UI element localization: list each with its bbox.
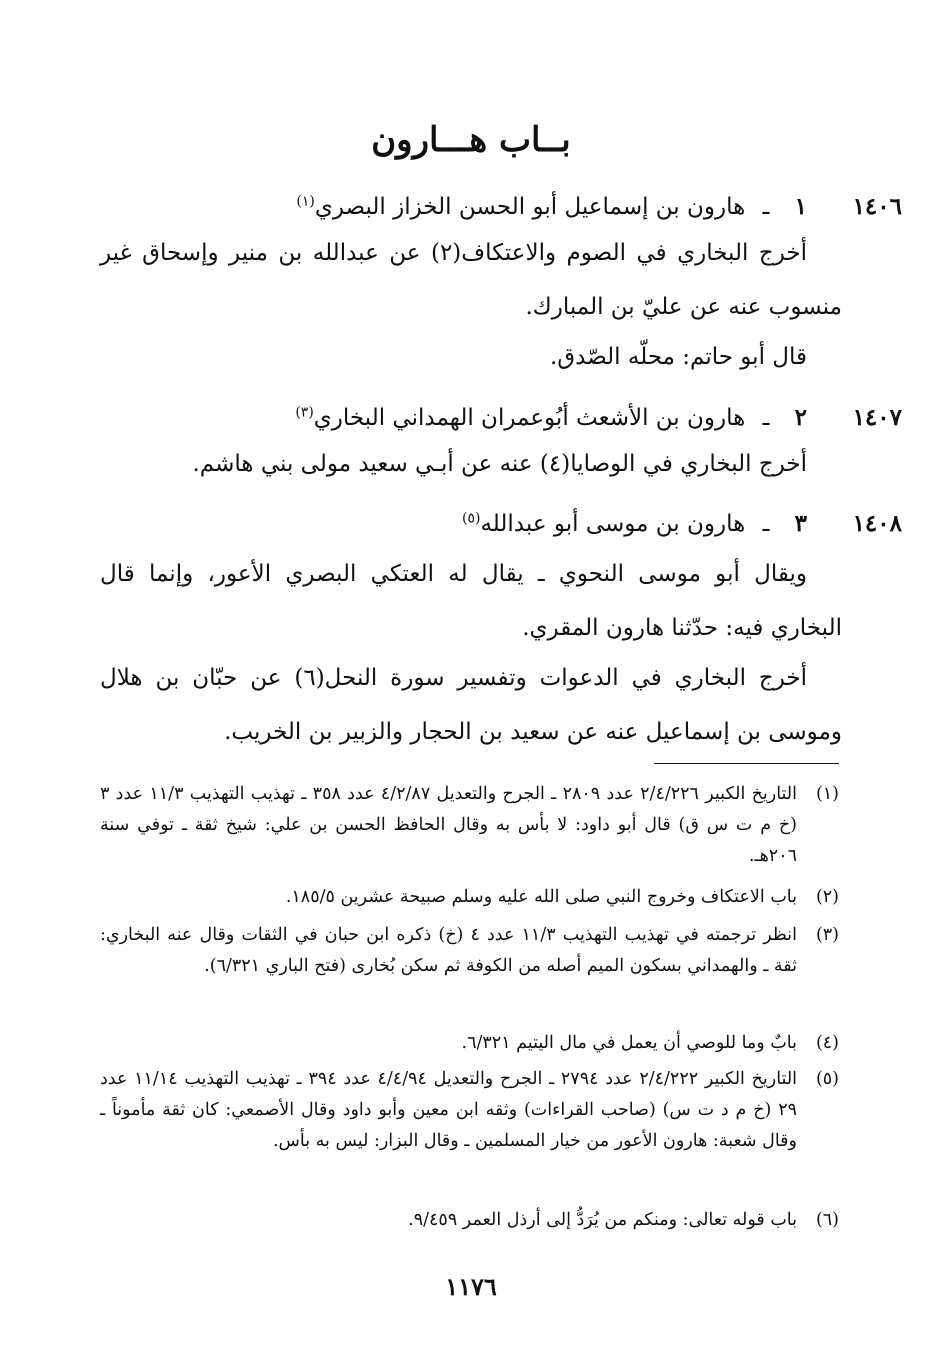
entry-paragraph	[100, 330, 842, 384]
entry-paragraph	[100, 437, 842, 491]
footnote	[100, 1205, 839, 1236]
paragraph-text: ويقال أبو موسى النحوي ـ يقال له العتكي البصري الأعور، وإنما قال البخاري فيه: حدّثنا هارون المقري.	[100, 561, 842, 641]
footnote-text: التاريخ الكبير ٢/٤/٢٢٦ عدد ٢٨٠٩ ـ الجرح والتعديل ٤/٢/٨٧ عدد ٣٥٨ ـ تهذيب التهذيب ١١/٣ عدد ٣ (خ م ت س ق) قال أبو داود: لا بأس به وقال الحافظ الحسن بن علي: شيخ ثقة ـ توفي سنة ٢٠٦هـ.	[100, 784, 797, 866]
footnote-separator	[654, 763, 839, 764]
footnote-number: (٣)	[815, 925, 839, 945]
footnote-number: (٤)	[815, 1033, 839, 1053]
entry-name: هارون بن الأشعث أبُوعمران الهمداني البخاري	[313, 405, 746, 431]
entry-paragraph	[100, 226, 842, 334]
footnote	[100, 920, 839, 982]
footnote-text: باب قوله تعالى: ومنكم من يُرَدُّ إلى أرذل العمر ٩/٤٥٩.	[408, 1210, 797, 1230]
footnote-number: (٢)	[815, 887, 839, 907]
entry-number: ١٤٠٦	[852, 193, 902, 220]
footnote-ref: (٣)	[295, 404, 314, 421]
entry-heading	[100, 404, 902, 431]
entry-index: ٢	[794, 404, 807, 431]
footnote-text: باب الاعتكاف وخروج النبي صلى الله عليه وسلم صبيحة عشرين ١٨٥/٥.	[285, 887, 797, 907]
footnote	[100, 1028, 839, 1059]
entry-heading	[100, 193, 902, 220]
entry-number: ١٤٠٧	[852, 404, 902, 431]
paragraph-text: أخرج البخاري في الصوم والاعتكاف(٢) عن عبدالله بن منير وإسحاق غير منسوب عنه عن عليّ بن المبارك.	[100, 240, 842, 320]
entry-dash: ـ	[762, 194, 770, 220]
footnote-text: بابٌ وما للوصي أن يعمل في مال اليتيم ٦/٣٢١.	[461, 1033, 797, 1053]
paragraph-text: أخرج البخاري في الوصايا(٤) عنه عن أبـي سعيد مولى بني هاشم.	[192, 451, 807, 477]
paragraph-text: أخرج البخاري في الدعوات وتفسير سورة النحل(٦) عن حبّان بن هلال وموسى بن إسماعيل عنه عن سعيد بن الحجار والزبير بن الخريب.	[100, 665, 842, 745]
entry-paragraph	[100, 651, 842, 759]
footnote	[100, 1064, 839, 1157]
entry-index: ١	[794, 193, 807, 220]
footnote-number: (٥)	[815, 1069, 839, 1089]
footnote	[100, 779, 839, 872]
footnote	[100, 882, 839, 913]
footnote-number: (٦)	[815, 1210, 839, 1230]
footnote-ref: (١)	[296, 193, 315, 210]
entry-name: هارون بن إسماعيل أبو الحسن الخزاز البصري	[314, 194, 746, 220]
entry-index: ٣	[794, 510, 807, 537]
entry-heading	[100, 510, 902, 537]
page-number: ١١٧٦	[445, 1272, 497, 1301]
entry-paragraph	[100, 547, 842, 655]
footnote-number: (١)	[815, 784, 839, 804]
paragraph-text: قال أبو حاتم: محلّه الصّدق.	[550, 344, 807, 370]
chapter-title: بــاب هـــارون	[371, 120, 571, 160]
footnote-text: انظر ترجمته في تهذيب التهذيب ١١/٣ عدد ٤ (خ) ذكره ابن حبان في الثقات وقال عنه البخاري: ثقة ـ والهمداني بسكون الميم أصله من الكوفة ثم سكن بُخارى (فتح الباري ٦/٣٢١).	[100, 925, 797, 976]
footnote-text: التاريخ الكبير ٢/٤/٢٢٢ عدد ٢٧٩٤ ـ الجرح والتعديل ٤/٤/٩٤ عدد ٣٩٤ ـ تهذيب التهذيب ١١/١٤ عدد ٢٩ (خ م د ت س) (صاحب القراءات) وثقه ابن معين وأبو داود وقال الأصمعي: كان ثقة مأموناً ـ وقال شعبة: هارون الأعور من خيار المسلمين ـ وقال البزار: ليس به بأس.	[100, 1069, 798, 1151]
footnote-ref: (٥)	[462, 510, 481, 527]
entry-dash: ـ	[762, 405, 770, 431]
entry-name: هارون بن موسى أبو عبدالله	[480, 511, 746, 537]
entry-dash: ـ	[762, 511, 770, 537]
entry-number: ١٤٠٨	[852, 510, 902, 537]
